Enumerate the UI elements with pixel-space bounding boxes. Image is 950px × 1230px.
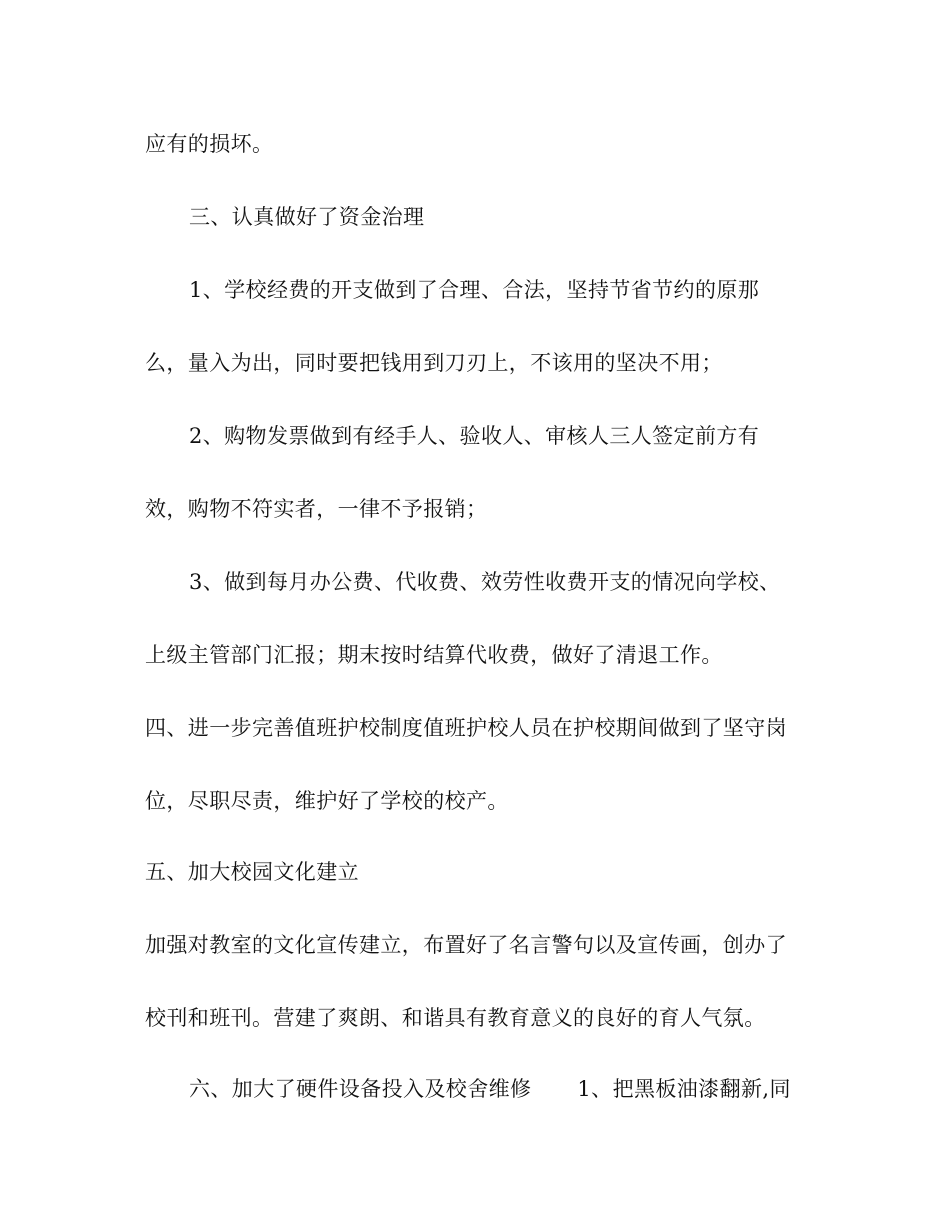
text-line-3: 1、学校经费的开支做到了合理、合法，坚持节省节约的原那 — [189, 278, 760, 302]
text-line-6: 效，购物不符实者，一律不予报销； — [145, 497, 488, 521]
text-line-7: 3、做到每月办公费、代收费、效劳性收费开支的情况向学校、 — [189, 570, 781, 594]
text-line-5: 2、购物发票做到有经手人、验收人、审核人三人签定前方有 — [189, 424, 760, 448]
section-heading-3: 三、认真做好了资金治理 — [189, 205, 425, 229]
text-line-4: 么，量入为出，同时要把钱用到刀刃上，不该用的坚决不用； — [145, 351, 723, 375]
section-heading-6-text: 六、加大了硬件设备投入及校舍维修 — [189, 1077, 532, 1101]
text-line-15: 1、把黑板油漆翻新,同 — [577, 1077, 791, 1101]
text-line-1: 应有的损坏。 — [145, 132, 274, 156]
section-heading-4: 四、进一步完善值班护校制度值班护校人员在护校期间做到了坚守岗 — [145, 716, 787, 740]
section-heading-6 — [189, 1076, 791, 1102]
text-line-13: 校刊和班刊。营建了爽朗、和谐具有教育意义的良好的育人气氛。 — [145, 1006, 766, 1030]
text-line-12: 加强对教室的文化宣传建立，布置好了名言警句以及宣传画，创办了 — [145, 933, 787, 957]
section-heading-5: 五、加大校园文化建立 — [145, 860, 359, 884]
text-line-8: 上级主管部门汇报；期末按时结算代收费，做好了清退工作。 — [145, 643, 723, 667]
text-line-10: 位，尽职尽责，维护好了学校的校产。 — [145, 789, 509, 813]
